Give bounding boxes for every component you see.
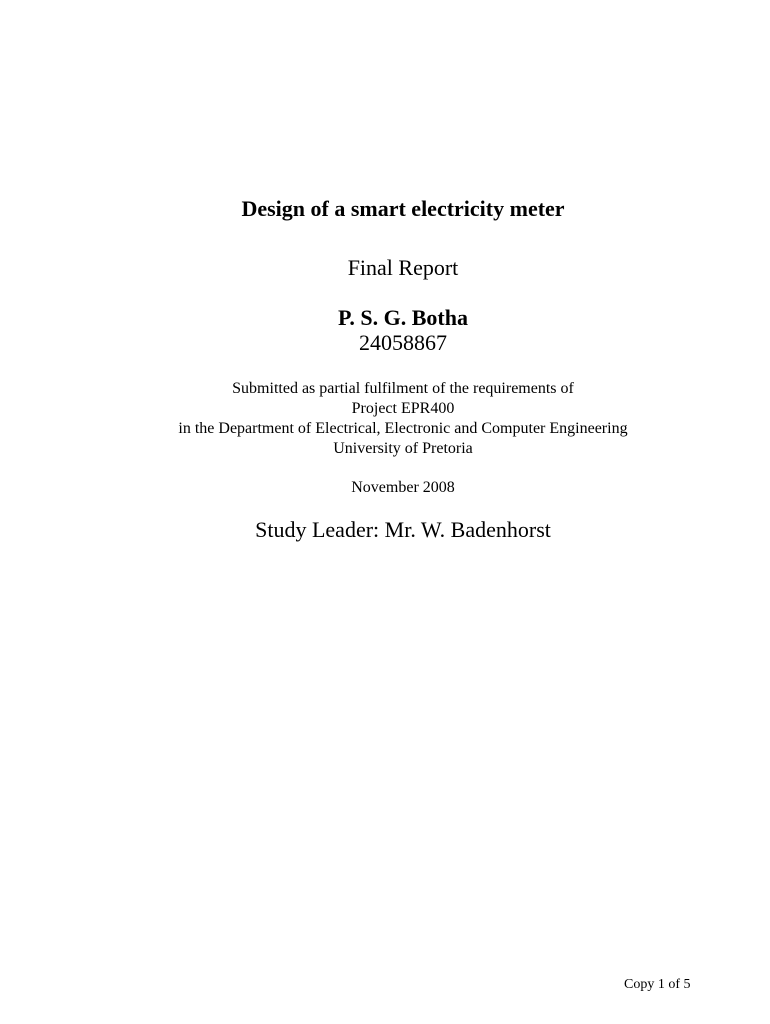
- study-leader: Study Leader: Mr. W. Badenhorst: [255, 517, 551, 542]
- copy-number: Copy 1 of 5: [624, 977, 691, 992]
- submission-line: Project EPR400: [351, 400, 455, 417]
- submission-line: University of Pretoria: [333, 440, 473, 457]
- author-name: P. S. G. Botha: [337, 305, 468, 330]
- submission-line: Submitted as partial fulfilment of the requirements of: [232, 380, 574, 397]
- document-title: Design of a smart electricity meter: [241, 196, 565, 221]
- submission-line: in the Department of Electrical, Electronic and Computer Engineering: [178, 420, 628, 437]
- report-type: Final Report: [347, 255, 459, 280]
- student-number: 24058867: [359, 330, 447, 355]
- submission-date: November 2008: [351, 479, 455, 496]
